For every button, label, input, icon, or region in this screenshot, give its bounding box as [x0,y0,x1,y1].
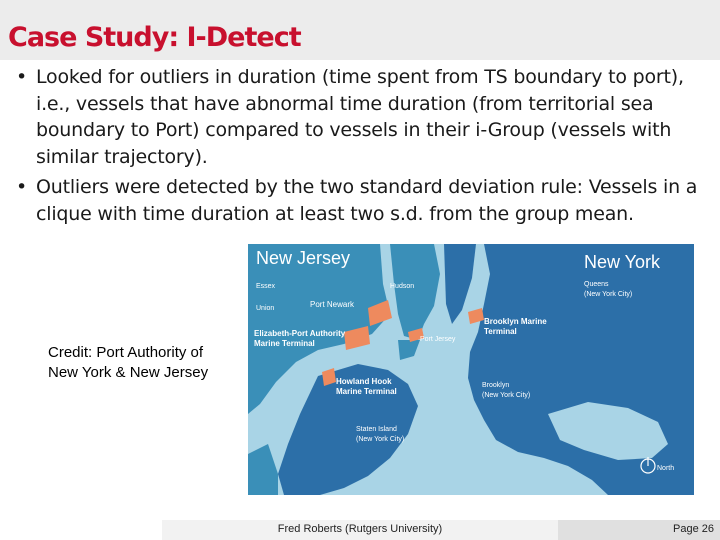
footer-author: Fred Roberts (Rutgers University) [277,523,443,535]
label-brooklyn-mt-line2: Terminal [484,327,517,336]
footer-page-bar [558,520,720,540]
port-map-svg [248,244,694,495]
slide-title: Case Study: I-Detect [8,22,301,53]
label-staten-line1: Staten Island [356,426,397,433]
port-map [248,244,694,495]
label-elizabeth-line2: Marine Terminal [254,339,315,348]
label-queens-line1: Queens [584,281,609,288]
label-port-jersey: Port Jersey [420,336,456,343]
label-union: Union [256,305,275,312]
image-credit [48,343,238,383]
label-brooklyn-line2: (New York City) [482,392,531,399]
page-number: Page 26 [673,523,714,535]
label-new-jersey: New Jersey [256,248,351,268]
bullet-text: Outliers were detected by the two standard deviation rule: Vessels in a clique with time duration at least two s.d. from the group mean. [36,176,698,225]
credit-line: Credit: Port Authority of [48,344,204,361]
label-new-york: New York [584,252,661,272]
bullet-list [16,64,716,231]
label-port-newark: Port Newark [310,300,355,309]
bullet-glyph: • [16,66,28,88]
credit-line: New York & New Jersey [48,364,209,381]
label-howland-line1: Howland Hook [336,377,392,386]
label-brooklyn-line1: Brooklyn [482,382,510,389]
label-elizabeth-line1: Elizabeth-Port Authority [254,329,346,338]
label-hudson: Hudson [390,283,415,290]
label-essex: Essex [256,283,276,290]
bullet-item [16,174,716,227]
bullet-glyph: • [16,176,28,198]
bullet-item [16,64,716,170]
label-north: North [657,465,675,472]
label-staten-line2: (New York City) [356,436,405,443]
footer-author-bar [162,520,558,540]
label-howland-line2: Marine Terminal [336,387,397,396]
label-queens-line2: (New York City) [584,291,633,298]
bullet-text: Looked for outliers in duration (time spent from TS boundary to port), i.e., vessels that have abnormal time duration (from territorial sea boundary to Port) compared to vessels in their i-Group (vessels with similar trajectory). [36,66,684,168]
label-brooklyn-mt-line1: Brooklyn Marine [484,317,547,326]
